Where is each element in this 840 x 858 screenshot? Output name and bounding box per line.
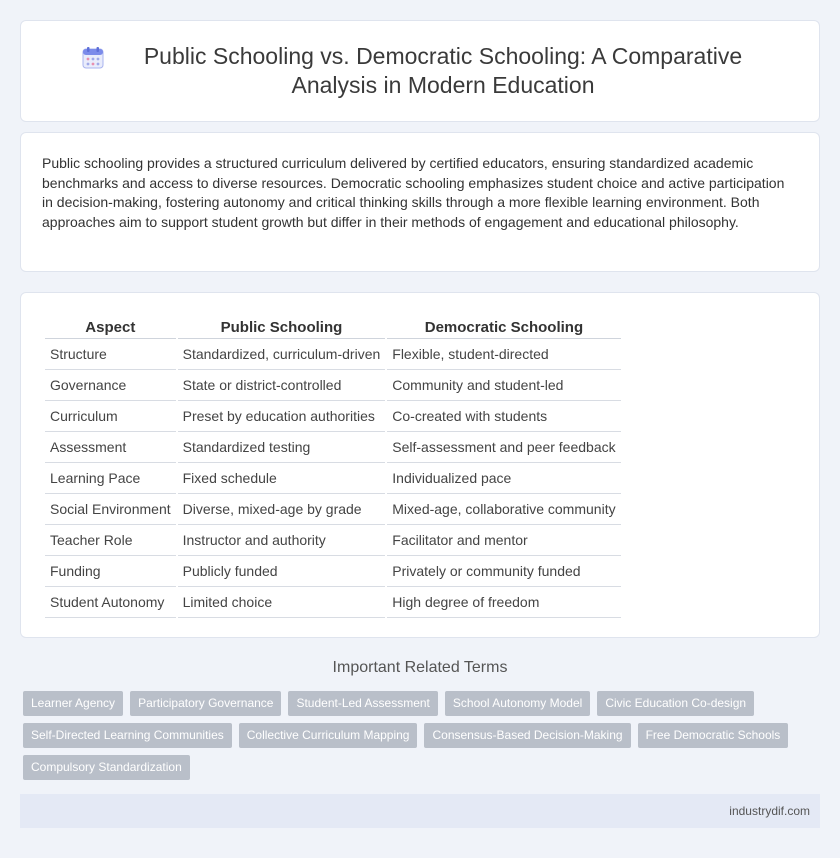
cell-public: Standardized, curriculum-driven xyxy=(178,339,386,370)
tag-consensus-based-decision-making[interactable]: Consensus-Based Decision-Making xyxy=(424,723,630,748)
tag-participatory-governance[interactable]: Participatory Governance xyxy=(130,691,281,716)
calendar-icon xyxy=(81,46,105,70)
cell-aspect: Structure xyxy=(45,339,176,370)
tag-self-directed-learning-communities[interactable]: Self-Directed Learning Communities xyxy=(23,723,232,748)
cell-aspect: Student Autonomy xyxy=(45,587,176,618)
tag-student-led-assessment[interactable]: Student-Led Assessment xyxy=(288,691,437,716)
comparison-table xyxy=(43,315,623,618)
cell-aspect: Teacher Role xyxy=(45,525,176,556)
table-row xyxy=(45,463,621,494)
cell-aspect: Social Environment xyxy=(45,494,176,525)
footer xyxy=(20,794,820,828)
cell-public: Fixed schedule xyxy=(178,463,386,494)
cell-public: Limited choice xyxy=(178,587,386,618)
tag-civic-education-co-design[interactable]: Civic Education Co-design xyxy=(597,691,754,716)
cell-aspect: Curriculum xyxy=(45,401,176,432)
header-aspect: Aspect xyxy=(45,315,176,339)
cell-public: Instructor and authority xyxy=(178,525,386,556)
cell-democratic: Self-assessment and peer feedback xyxy=(387,432,620,463)
header-public: Public Schooling xyxy=(178,315,386,339)
cell-public: Standardized testing xyxy=(178,432,386,463)
cell-democratic: Mixed-age, collaborative community xyxy=(387,494,620,525)
cell-democratic: Privately or community funded xyxy=(387,556,620,587)
page-title: Public Schooling vs. Democratic Schooling: A Comparative Analysis in Modern Education xyxy=(143,43,743,98)
cell-public: State or district-controlled xyxy=(178,370,386,401)
cell-aspect: Governance xyxy=(45,370,176,401)
cell-democratic: Co-created with students xyxy=(387,401,620,432)
cell-democratic: Flexible, student-directed xyxy=(387,339,620,370)
title-card xyxy=(20,20,820,122)
table-row xyxy=(45,432,621,463)
table-row xyxy=(45,494,621,525)
table-row xyxy=(45,587,621,618)
table-row xyxy=(45,370,621,401)
cell-public: Preset by education authorities xyxy=(178,401,386,432)
footer-site-link[interactable]: industrydif.com xyxy=(729,804,810,818)
tag-learner-agency[interactable]: Learner Agency xyxy=(23,691,123,716)
intro-paragraph: Public schooling provides a structured curriculum delivered by certified educators, ensuring standardized academic benchmarks and access to diverse resources. Democratic schooling emphasizes student choice and active participation in decision-making, fostering autonomy and critical thinking skills through a more flexible learning environment. Both approaches aim to support student growth but differ in their methods of engagement and educational philosophy. xyxy=(42,155,785,230)
header-democratic: Democratic Schooling xyxy=(387,315,620,339)
table-row xyxy=(45,525,621,556)
related-terms-list xyxy=(23,691,813,787)
related-terms-heading: Important Related Terms xyxy=(332,659,508,676)
table-row xyxy=(45,339,621,370)
title-wrap xyxy=(81,42,759,100)
tag-collective-curriculum-mapping[interactable]: Collective Curriculum Mapping xyxy=(239,723,418,748)
table-row xyxy=(45,401,621,432)
cell-public: Publicly funded xyxy=(178,556,386,587)
comparison-card xyxy=(20,292,820,638)
intro-card xyxy=(20,132,820,272)
tag-compulsory-standardization[interactable]: Compulsory Standardization xyxy=(23,755,190,780)
table-header-row xyxy=(45,315,621,339)
tag-free-democratic-schools[interactable]: Free Democratic Schools xyxy=(638,723,789,748)
cell-democratic: Individualized pace xyxy=(387,463,620,494)
cell-democratic: Community and student-led xyxy=(387,370,620,401)
cell-democratic: High degree of freedom xyxy=(387,587,620,618)
cell-aspect: Learning Pace xyxy=(45,463,176,494)
tag-school-autonomy-model[interactable]: School Autonomy Model xyxy=(445,691,590,716)
cell-public: Diverse, mixed-age by grade xyxy=(178,494,386,525)
cell-democratic: Facilitator and mentor xyxy=(387,525,620,556)
cell-aspect: Funding xyxy=(45,556,176,587)
cell-aspect: Assessment xyxy=(45,432,176,463)
table-row xyxy=(45,556,621,587)
